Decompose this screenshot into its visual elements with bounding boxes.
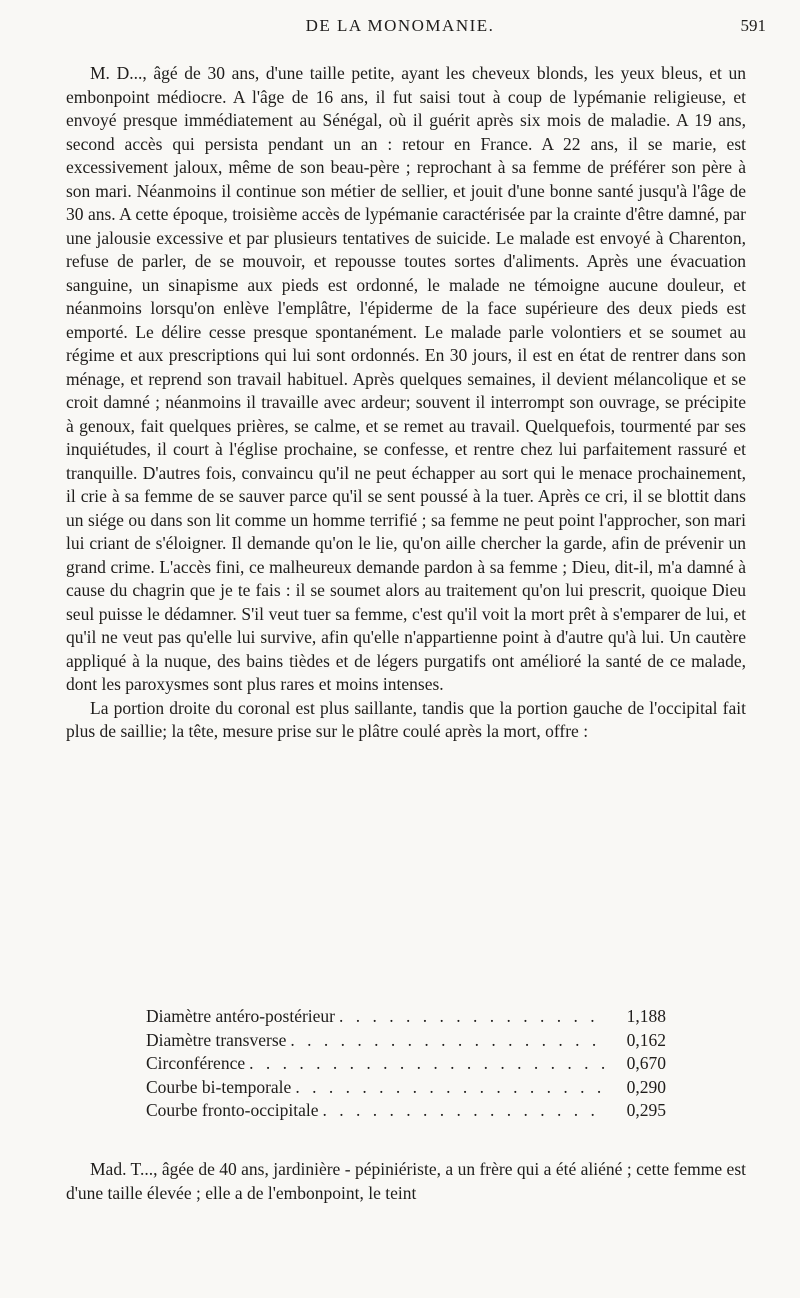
measurement-row — [146, 1005, 666, 1029]
dot-leader — [245, 1052, 608, 1076]
page-number: 591 — [740, 16, 766, 35]
measurement-row — [146, 1099, 666, 1123]
measurement-table — [146, 1005, 666, 1123]
next-case-paragraph: Mad. T..., âgée de 40 ans, jardinière - pépiniériste, a un frère qui a été aliéné ; cette femme est d'une taille élevée ; elle a de l'embonpoint, le teint — [66, 1159, 746, 1203]
measurement-label: Diamètre transverse — [146, 1029, 287, 1050]
measurement-value: 0,290 — [626, 1076, 666, 1097]
measurement-row — [146, 1076, 666, 1100]
measurement-label: Diamètre antéro-postérieur — [146, 1006, 336, 1026]
dot-leader — [291, 1076, 608, 1100]
running-title: DE LA MONOMANIE. — [305, 16, 495, 35]
measurement-value: 0,162 — [626, 1029, 666, 1050]
measurement-value: 1,188 — [626, 1006, 666, 1026]
measurement-row — [146, 1052, 666, 1076]
case-paragraph: M. D..., âgé de 30 ans, d'une taille petite, ayant les cheveux blonds, les yeux bleus, et un embonpoint médiocre. A l'âge de 16 ans, il fut saisi tout à coup de lypémanie religieuse, et envoyé presque immédiatement au Sénégal, où il guérit après six mois de maladie. A 19 ans, second accès qui persista pendant un an : retour en France. A 22 ans, il se marie, est excessivement jaloux, même de son beau-père ; reprochant à sa femme de préférer son père à son mari. Néanmoins il continue son métier de sellier, et jouit d'une bonne santé jusqu'à l'âge de 30 ans. A cette époque, troisième accès de lypémanie caractérisée par la crainte d'être damné, par une jalousie excessive et par plusieurs tentatives de suicide. Le malade est envoyé à Charenton, refuse de parler, de se mouvoir, et repousse toutes sortes d'aliments. Après une évacuation sanguine, un sinapisme aux pieds est ordonné, le malade ne témoigne aucune douleur, et néanmoins lorsqu'on enlève l'emplâtre, l'épiderme de la face supérieure des deux pieds est emporté. Le délire cesse presque spontanément. Le malade parle volontiers et se soumet au régime et aux prescriptions qui lui sont ordonnés. En 30 jours, il est en état de rentrer dans son ménage, et reprend son travail habituel. Après quelques semaines, il devient mélancolique et se croit damné ; néanmoins il travaille avec ardeur; souvent il interrompt son ouvrage, se précipite à genoux, fait quelques prières, se calme, et se remet au travail. Quelquefois, tourmenté par ses inquiétudes, il court à l'église prochaine, se confesse, et rentre chez lui parfaitement rassuré et tranquille. D'autres fois, convaincu qu'il ne peut échapper au sort qui le menace prochainement, il crie à sa femme de se sauver parce qu'il se sent poussé à la tuer. Après ce cri, il se blottit dans un siége ou dans son lit comme un homme terrifié ; sa femme ne peut point l'approcher, son mari lui criant de s'éloigner. Il demande qu'on le lie, qu'on aille chercher la garde, afin de prévenir un grand crime. L'accès fini, ce malheureux demande pardon à sa femme ; Dieu, dit-il, m'a damné à cause du chagrin que je te fais : il se soumet alors au traitement qu'on lui prescrit, quoique Dieu seul puisse le dédamner. S'il veut tuer sa femme, c'est qu'il voit la mort prêt à s'emparer de lui, et qu'il ne veut pas qu'elle lui survive, afin qu'elle n'appartienne point à d'autre qu'à lui. Un cautère appliqué à la nuque, des bains tièdes et de légers purgatifs ont amélioré la santé de ce malade, dont les paroxysmes sont plus rares et moins intenses. — [66, 63, 746, 694]
dot-leader — [319, 1099, 608, 1123]
skull-paragraph: La portion droite du coronal est plus saillante, tandis que la portion gauche de l'occipital fait plus de saillie; la tête, mesure prise sur le plâtre coulé après la mort, offre : — [66, 697, 746, 741]
measurement-label: Courbe bi-temporale — [146, 1076, 292, 1097]
measurement-value: 0,295 — [626, 1100, 666, 1120]
body-text — [66, 62, 746, 744]
measurement-row — [146, 1029, 666, 1053]
dot-leader — [286, 1029, 608, 1053]
measurement-value: 0,670 — [626, 1053, 666, 1073]
closing-text — [66, 1158, 746, 1205]
dot-leader — [335, 1005, 608, 1029]
running-head — [0, 14, 800, 44]
measurement-label: Courbe fronto-occipitale — [146, 1100, 319, 1120]
measurement-label: Circonférence — [146, 1053, 246, 1073]
